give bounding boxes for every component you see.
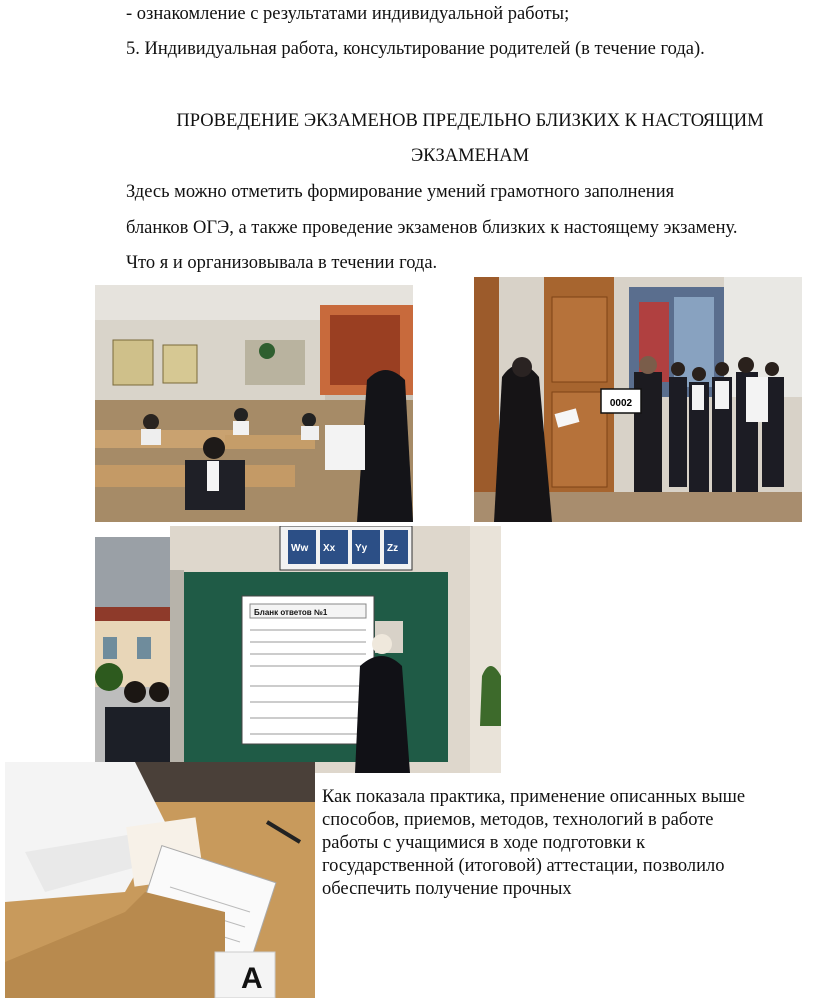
photo3-letter-z: Zz — [387, 543, 399, 554]
photo-corridor-students — [474, 277, 802, 522]
photo-outdoor-students — [95, 537, 170, 765]
text-line-1: - ознакомление с результатами индивидуальной работы; — [126, 4, 570, 24]
photo3-letter-w: Ww — [291, 543, 309, 554]
conclusion-line-4: государственной (итоговой) аттестации, позволило — [322, 856, 725, 876]
intro-line-2: бланков ОГЭ, а также проведение экзаменов близких к настоящему экзамену. — [126, 218, 738, 238]
photo3-letter-y: Yy — [355, 543, 368, 554]
photo-classroom-exam — [95, 285, 413, 522]
conclusion-line-2: способов, приемов, методов, технологий в работе — [322, 810, 714, 830]
photo2-number-sign: 0002 — [609, 398, 633, 409]
photo3-letter-x: Xx — [323, 543, 336, 554]
photo4-letter-sign: A — [241, 962, 263, 995]
intro-line-1: Здесь можно отметить формирование умений грамотного заполнения — [126, 182, 675, 202]
section-heading-line-1: ПРОВЕДЕНИЕ ЭКЗАМЕНОВ ПРЕДЕЛЬНО БЛИЗКИХ К НАСТОЯЩИМ — [176, 111, 764, 131]
photo-blackboard-answer-form — [170, 526, 501, 773]
text-line-2: 5. Индивидуальная работа, консультирование родителей (в течение года). — [126, 39, 705, 59]
conclusion-line-5: обеспечить получение прочных — [322, 879, 572, 899]
conclusion-line-3: работы с учащимися в ходе подготовки к — [322, 833, 646, 853]
section-heading-line-2: ЭКЗАМЕНАМ — [410, 146, 530, 166]
intro-line-3: Что я и организовывала в течении года. — [126, 253, 438, 273]
photo3-form-title: Бланк ответов №1 — [254, 608, 328, 617]
photo-student-writing — [5, 762, 315, 998]
conclusion-paragraph — [322, 786, 810, 901]
conclusion-line-1: Как показала практика, применение описанных выше — [322, 787, 746, 807]
